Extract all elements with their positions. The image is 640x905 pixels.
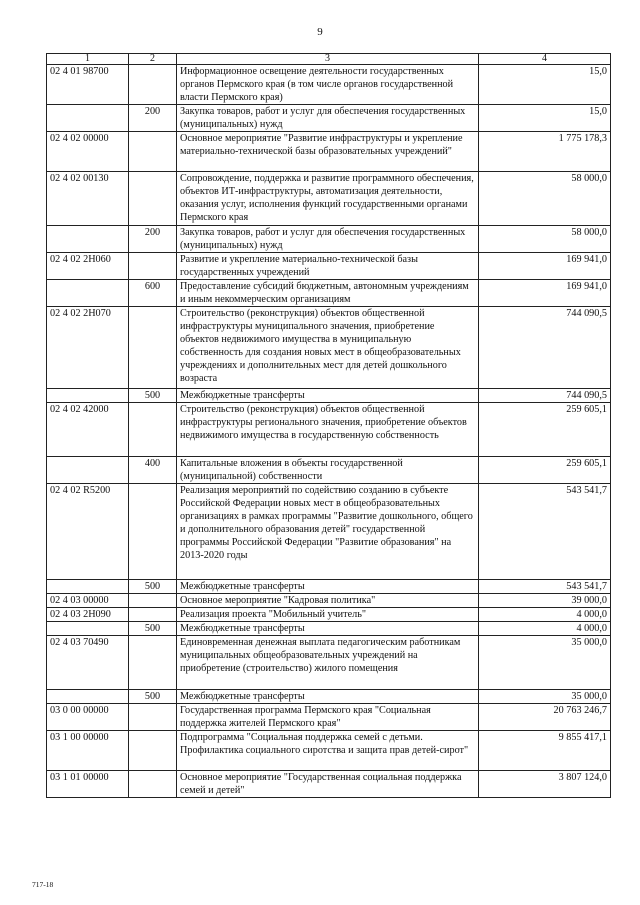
row-expense-type	[129, 731, 177, 771]
row-amount: 169 941,0	[479, 280, 611, 307]
budget-table	[46, 53, 611, 798]
row-expense-type	[129, 172, 177, 226]
row-expense-type: 200	[129, 226, 177, 253]
row-amount: 58 000,0	[479, 172, 611, 226]
table-row	[47, 484, 611, 580]
row-amount: 9 855 417,1	[479, 731, 611, 771]
row-name: Капитальные вложения в объекты государственной (муниципальной) собственности	[177, 457, 479, 484]
header-col-4: 4	[479, 54, 611, 65]
row-expense-type: 400	[129, 457, 177, 484]
row-name: Предоставление субсидий бюджетным, автономным учреждениям и иным некоммерческим организациям	[177, 280, 479, 307]
row-expense-type: 500	[129, 389, 177, 403]
table-row	[47, 65, 611, 105]
table-row	[47, 226, 611, 253]
row-amount: 744 090,5	[479, 389, 611, 403]
table-row	[47, 704, 611, 731]
row-code: 02 4 03 70490	[47, 636, 129, 690]
row-name: Сопровождение, поддержка и развитие программного обеспечения, объектов ИТ-инфраструктуры, автоматизация деятельности, оказания услуг, исполнения функций государственными органами Пермского края	[177, 172, 479, 226]
row-code: 02 4 02 2Н060	[47, 253, 129, 280]
row-expense-type	[129, 704, 177, 731]
row-amount: 543 541,7	[479, 484, 611, 580]
row-amount: 4 000,0	[479, 622, 611, 636]
row-code: 02 4 02 42000	[47, 403, 129, 457]
table-row	[47, 622, 611, 636]
row-amount: 259 605,1	[479, 403, 611, 457]
table-header-row	[47, 54, 611, 65]
row-name: Основное мероприятие "Развитие инфраструктуры и укрепление материально-технической базы образовательных учреждений"	[177, 132, 479, 172]
row-code: 02 4 01 98700	[47, 65, 129, 105]
row-code: 03 1 00 00000	[47, 731, 129, 771]
row-amount: 39 000,0	[479, 594, 611, 608]
row-amount: 35 000,0	[479, 636, 611, 690]
row-name: Основное мероприятие "Государственная социальная поддержка семей и детей"	[177, 771, 479, 798]
row-expense-type	[129, 132, 177, 172]
table-row	[47, 172, 611, 226]
row-expense-type	[129, 307, 177, 389]
header-col-1: 1	[47, 54, 129, 65]
row-expense-type: 500	[129, 580, 177, 594]
row-expense-type	[129, 771, 177, 798]
table-row	[47, 132, 611, 172]
row-name: Единовременная денежная выплата педагогическим работникам муниципальных общеобразовательных учреждений на приобретение (строительство) жилого помещения	[177, 636, 479, 690]
row-name: Основное мероприятие "Кадровая политика"	[177, 594, 479, 608]
row-name: Строительство (реконструкция) объектов общественной инфраструктуры муниципального значения, приобретение объектов недвижимого имущества в муниципальную собственность для создания новых мест в общеобразовательных учреждениях и дополнительных мест для детей дошкольного возраста	[177, 307, 479, 389]
row-name: Реализация проекта "Мобильный учитель"	[177, 608, 479, 622]
row-name: Закупка товаров, работ и услуг для обеспечения государственных (муниципальных) нужд	[177, 105, 479, 132]
row-code: 02 4 03 2Н090	[47, 608, 129, 622]
row-expense-type	[129, 594, 177, 608]
table-row	[47, 389, 611, 403]
row-expense-type	[129, 65, 177, 105]
table-row	[47, 636, 611, 690]
table-row	[47, 731, 611, 771]
row-code	[47, 457, 129, 484]
row-expense-type: 500	[129, 622, 177, 636]
table-row	[47, 690, 611, 704]
row-name: Реализация мероприятий по содействию созданию в субъекте Российской Федерации новых мест в общеобразовательных организациях в рамках программы "Развитие дошкольного, общего и дополнительного образования детей" государственной программы Российской Федерации "Развитие образования" на 2013-2020 годы	[177, 484, 479, 580]
row-amount: 3 807 124,0	[479, 771, 611, 798]
header-col-2: 2	[129, 54, 177, 65]
table-row	[47, 253, 611, 280]
row-expense-type: 200	[129, 105, 177, 132]
row-code	[47, 105, 129, 132]
row-code: 03 1 01 00000	[47, 771, 129, 798]
header-col-3: 3	[177, 54, 479, 65]
table-row	[47, 771, 611, 798]
table-row	[47, 608, 611, 622]
row-name: Межбюджетные трансферты	[177, 622, 479, 636]
row-code	[47, 389, 129, 403]
row-amount: 4 000,0	[479, 608, 611, 622]
row-amount: 169 941,0	[479, 253, 611, 280]
row-amount: 543 541,7	[479, 580, 611, 594]
table-row	[47, 403, 611, 457]
row-name: Государственная программа Пермского края "Социальная поддержка жителей Пермского края"	[177, 704, 479, 731]
table-row	[47, 594, 611, 608]
row-code: 02 4 02 2Н070	[47, 307, 129, 389]
row-expense-type: 500	[129, 690, 177, 704]
table-row	[47, 580, 611, 594]
row-name: Информационное освещение деятельности государственных органов Пермского края (в том числе органов государственной власти Пермского края)	[177, 65, 479, 105]
row-expense-type	[129, 253, 177, 280]
row-amount: 15,0	[479, 105, 611, 132]
table-row	[47, 105, 611, 132]
row-code	[47, 690, 129, 704]
row-amount: 15,0	[479, 65, 611, 105]
table-row	[47, 307, 611, 389]
row-code	[47, 622, 129, 636]
row-amount: 35 000,0	[479, 690, 611, 704]
row-amount: 58 000,0	[479, 226, 611, 253]
row-expense-type: 600	[129, 280, 177, 307]
row-amount: 1 775 178,3	[479, 132, 611, 172]
row-code	[47, 580, 129, 594]
row-name: Межбюджетные трансферты	[177, 389, 479, 403]
row-code: 03 0 00 00000	[47, 704, 129, 731]
row-expense-type	[129, 403, 177, 457]
row-code: 02 4 03 00000	[47, 594, 129, 608]
row-name: Межбюджетные трансферты	[177, 690, 479, 704]
row-name: Закупка товаров, работ и услуг для обеспечения государственных (муниципальных) нужд	[177, 226, 479, 253]
row-name: Подпрограмма "Социальная поддержка семей с детьми. Профилактика социального сиротства и защита прав детей-сирот"	[177, 731, 479, 771]
row-code: 02 4 02 R5200	[47, 484, 129, 580]
row-amount: 259 605,1	[479, 457, 611, 484]
row-amount: 20 763 246,7	[479, 704, 611, 731]
footer-code: 717-18	[32, 880, 54, 889]
row-expense-type	[129, 636, 177, 690]
row-code: 02 4 02 00130	[47, 172, 129, 226]
row-expense-type	[129, 608, 177, 622]
row-code	[47, 280, 129, 307]
row-name: Развитие и укрепление материально-технической базы государственных учреждений	[177, 253, 479, 280]
row-name: Межбюджетные трансферты	[177, 580, 479, 594]
row-amount: 744 090,5	[479, 307, 611, 389]
page-number: 9	[317, 26, 323, 38]
table-row	[47, 457, 611, 484]
row-name: Строительство (реконструкция) объектов общественной инфраструктуры регионального значения, приобретение объектов недвижимого имущества в государственную собственность	[177, 403, 479, 457]
table-row	[47, 280, 611, 307]
row-expense-type	[129, 484, 177, 580]
row-code: 02 4 02 00000	[47, 132, 129, 172]
row-code	[47, 226, 129, 253]
